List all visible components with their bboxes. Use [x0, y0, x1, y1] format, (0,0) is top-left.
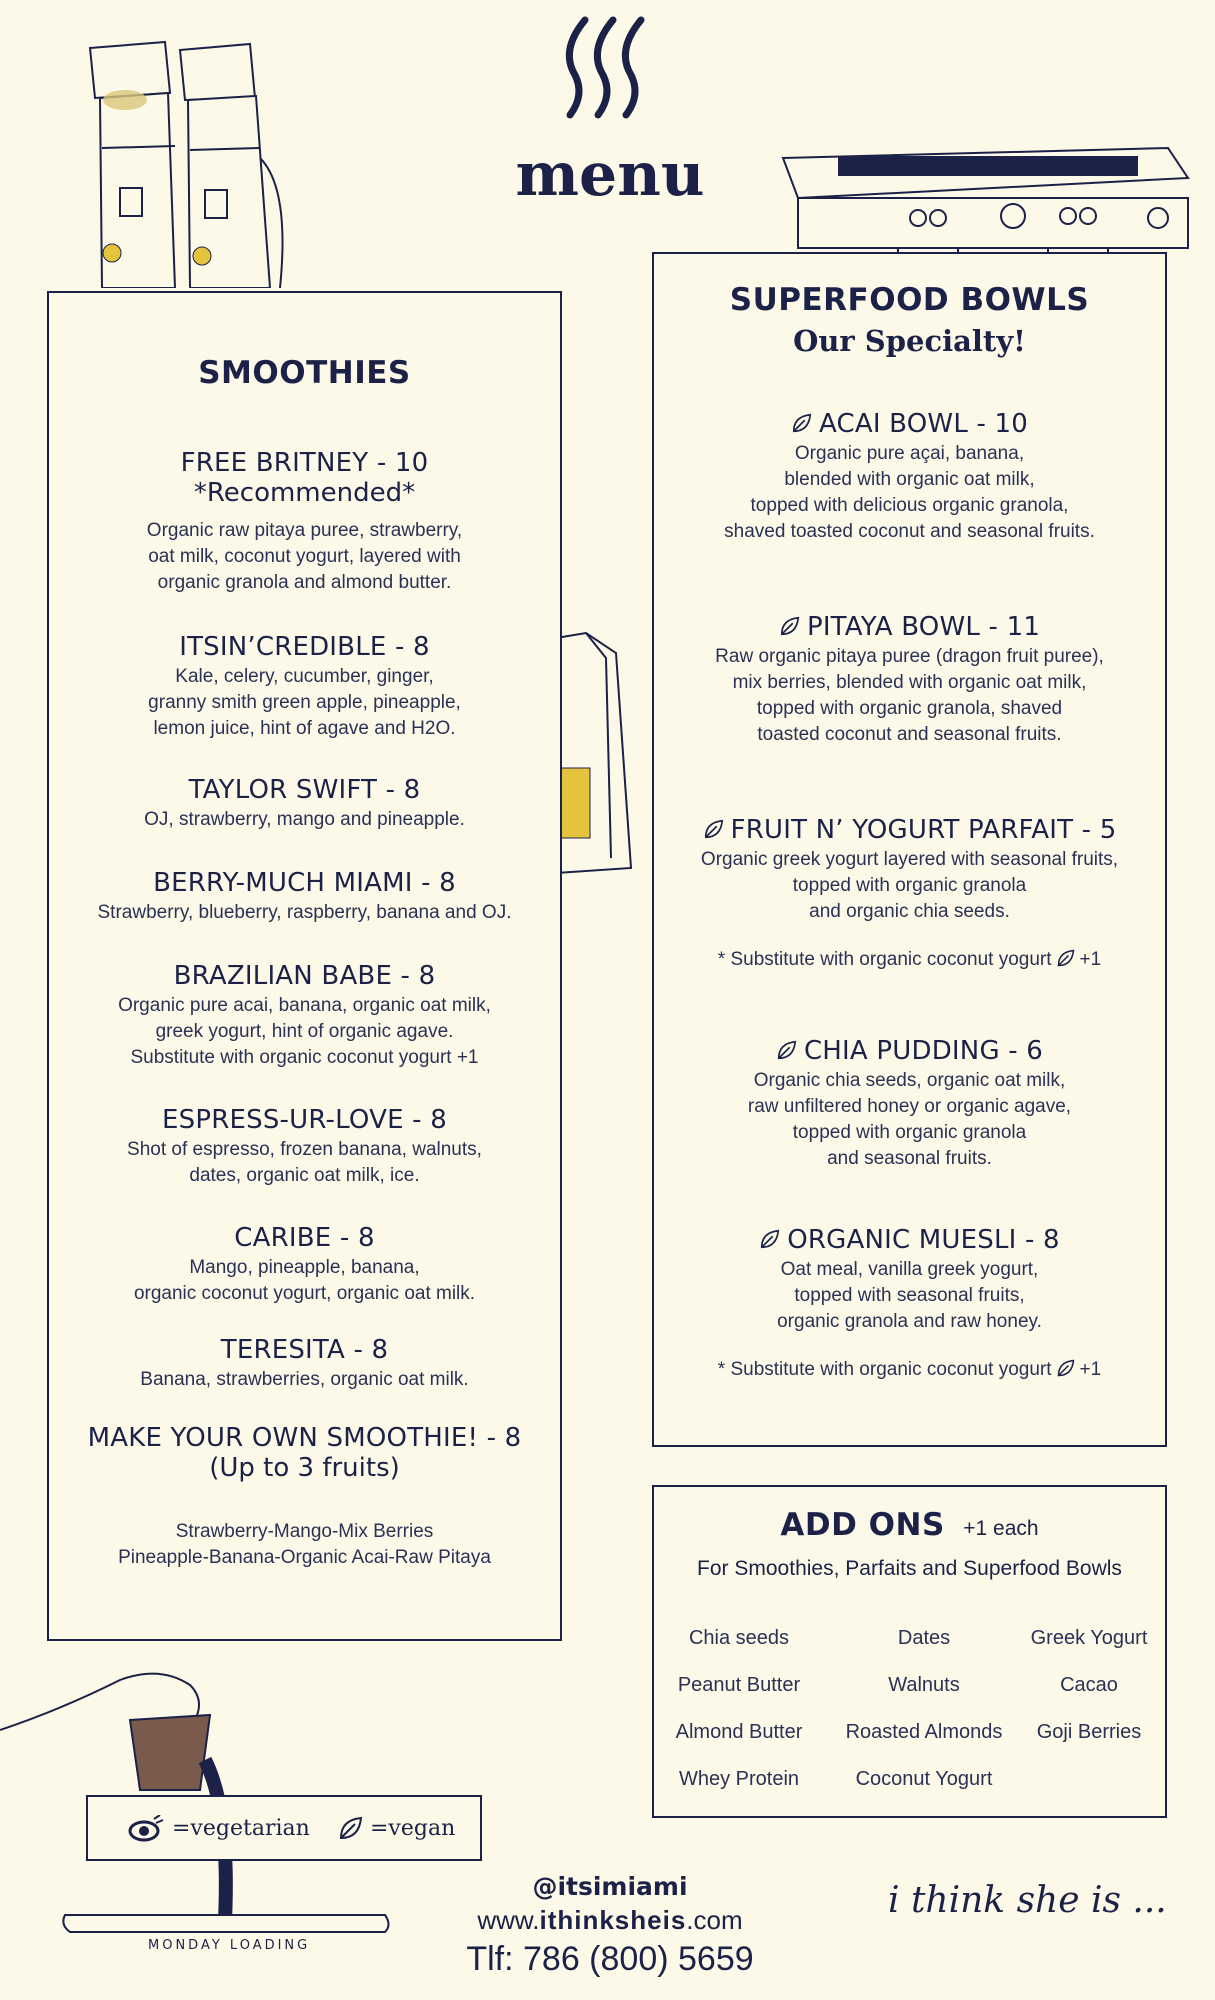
smoothie-desc-line: Pineapple-Banana-Organic Acai-Raw Pitaya [118, 1547, 491, 1568]
substitute-text: * Substitute with organic coconut yogurt [717, 1359, 1052, 1380]
bowl-desc-line: and seasonal fruits. [827, 1148, 992, 1169]
smoothie-name: BRAZILIAN BABE - 8 [173, 961, 436, 991]
smoothie-desc-line: lemon juice, hint of agave and H2O. [153, 718, 456, 739]
addons-panel [652, 1485, 1167, 1818]
bowl-desc-line: Oat meal, vanilla greek yogurt, [780, 1259, 1039, 1280]
bowl-desc-line: toasted coconut and seasonal fruits. [757, 724, 1062, 745]
smoothie-desc-line: dates, organic oat milk, ice. [189, 1165, 420, 1186]
bowl-name: CHIA PUDDING - 6 [803, 1036, 1044, 1066]
bowl-item [654, 1225, 1165, 1383]
website-suffix: .com [686, 1905, 743, 1935]
bowl-item [654, 409, 1165, 545]
website-link[interactable] [420, 1905, 800, 1936]
substitute-text: * Substitute with organic coconut yogurt [717, 949, 1052, 970]
addon-item: Greek Yogurt [1030, 1627, 1148, 1649]
substitute-price: +1 [1079, 949, 1102, 970]
smoothie-desc-line: Organic raw pitaya puree, strawberry, [146, 520, 463, 541]
addon-item: Walnuts [888, 1674, 960, 1696]
smoothie-name: CARIBE - 8 [234, 1223, 375, 1253]
smoothie-name: ITSIN’CREDIBLE - 8 [179, 632, 430, 662]
addons-price: +1 each [963, 1517, 1039, 1540]
coffee-grinders-illustration [80, 38, 310, 288]
smoothie-name: FREE BRITNEY - 10 [180, 448, 429, 478]
smoothie-desc-line: organic granola and almond butter. [157, 572, 452, 593]
smoothies-panel [47, 291, 562, 1641]
smoothie-desc-line: Kale, celery, cucumber, ginger, [175, 666, 434, 687]
bowl-desc-line: organic granola and raw honey. [777, 1311, 1042, 1332]
smoothie-item [49, 1105, 560, 1189]
phone-number[interactable]: Tlf: 786 (800) 5659 [466, 1940, 754, 1978]
bowl-item [654, 1036, 1165, 1172]
smoothie-name: TAYLOR SWIFT - 8 [188, 775, 421, 805]
bowls-title: SUPERFOOD BOWLS [729, 282, 1090, 318]
substitute-note [654, 947, 1165, 973]
bowl-desc-line: Organic chia seeds, organic oat milk, [753, 1070, 1066, 1091]
instagram-handle[interactable]: @itsimiami [532, 1872, 688, 1901]
bowl-item [654, 612, 1165, 748]
smoothie-desc-line: Organic pure acai, banana, organic oat milk, [118, 995, 491, 1016]
bowl-desc-line: shaved toasted coconut and seasonal fruits. [724, 521, 1095, 542]
smoothie-desc-line: organic coconut yogurt, organic oat milk. [133, 1283, 476, 1304]
bowl-desc-line: topped with organic granola [792, 1122, 1027, 1143]
smoothie-item [49, 632, 560, 742]
bowl-desc-line: and organic chia seeds. [809, 901, 1010, 922]
smoothie-name: TERESITA - 8 [220, 1335, 389, 1365]
smoothie-desc-line: OJ, strawberry, mango and pineapple. [144, 809, 465, 830]
smoothie-desc-line: granny smith green apple, pineapple, [148, 692, 461, 713]
website-domain: ithinksheis [539, 1905, 687, 1935]
page-title: menu [515, 140, 705, 210]
substitute-note [654, 1357, 1165, 1383]
smoothie-desc-line: Strawberry-Mango-Mix Berries [175, 1521, 434, 1542]
bowl-desc-line: topped with organic granola [792, 875, 1027, 896]
addon-item: Almond Butter [675, 1721, 803, 1743]
steam-icon [555, 15, 665, 120]
smoothie-name: ESPRESS-UR-LOVE - 8 [162, 1105, 447, 1135]
bowls-subtitle: Our Specialty! [793, 324, 1026, 358]
smoothies-title: SMOOTHIES [198, 355, 411, 391]
smoothie-desc-line: Substitute with organic coconut yogurt +1 [130, 1047, 479, 1068]
addon-item: Dates [897, 1627, 951, 1649]
signature: i think she is ... [888, 1880, 1167, 1921]
substitute-price: +1 [1079, 1359, 1102, 1380]
website-prefix: www. [477, 1905, 540, 1935]
addon-item: Whey Protein [678, 1768, 800, 1790]
bowl-desc-line: topped with delicious organic granola, [750, 495, 1069, 516]
smoothie-item [49, 961, 560, 1071]
bowl-desc-line: raw unfiltered honey or organic agave, [747, 1096, 1072, 1117]
smoothie-desc-line: greek yogurt, hint of organic agave. [155, 1021, 454, 1042]
bowl-desc-line: topped with organic granola, shaved [756, 698, 1063, 719]
brand-tag: MONDAY LOADING [148, 1938, 311, 1953]
smoothie-item [49, 1423, 560, 1571]
coffee-bag-illustration [556, 628, 636, 878]
bowl-name: FRUIT N’ YOGURT PARFAIT - 5 [730, 815, 1117, 845]
bowl-desc-line: Organic pure açai, banana, [794, 443, 1025, 464]
smoothie-item [49, 1335, 560, 1393]
bowl-name: PITAYA BOWL - 11 [806, 612, 1041, 642]
smoothie-desc-line: oat milk, coconut yogurt, layered with [148, 546, 461, 567]
addons-title: ADD ONS [780, 1507, 945, 1543]
bowls-panel [652, 252, 1167, 1447]
smoothie-subtitle: (Up to 3 fruits) [209, 1453, 400, 1483]
bowl-name: ACAI BOWL - 10 [818, 409, 1029, 439]
smoothie-desc-line: Shot of espresso, frozen banana, walnuts, [127, 1139, 482, 1160]
addon-item: Cacao [1060, 1674, 1118, 1696]
bowl-name: ORGANIC MUESLI - 8 [787, 1225, 1060, 1255]
smoothie-item [49, 448, 560, 596]
bowl-desc-line: Raw organic pitaya puree (dragon fruit puree), [715, 646, 1104, 667]
addon-item: Chia seeds [688, 1627, 790, 1649]
vegan-leaf-icon [338, 1815, 364, 1841]
addon-item: Roasted Almonds [845, 1721, 1003, 1743]
smoothie-desc-line: Strawberry, blueberry, raspberry, banana and OJ. [97, 902, 512, 923]
bowl-desc-line: mix berries, blended with organic oat milk, [732, 672, 1087, 693]
smoothie-desc-line: Banana, strawberries, organic oat milk. [140, 1369, 469, 1390]
bowl-desc-line: topped with seasonal fruits, [794, 1285, 1025, 1306]
smoothie-name: BERRY-MUCH MIAMI - 8 [153, 868, 456, 898]
legend-box [86, 1795, 482, 1861]
bowl-item [654, 815, 1165, 973]
vegetarian-label: =vegetarian [172, 1816, 310, 1841]
smoothie-item [49, 1223, 560, 1307]
bowl-desc-line: Organic greek yogurt layered with seasonal fruits, [700, 849, 1119, 870]
addon-item: Coconut Yogurt [855, 1768, 993, 1790]
addons-subtitle: For Smoothies, Parfaits and Superfood Bowls [697, 1557, 1122, 1580]
smoothie-name: MAKE YOUR OWN SMOOTHIE! - 8 [87, 1423, 522, 1453]
vegetarian-icon [128, 1815, 164, 1843]
addon-item: Peanut Butter [677, 1674, 801, 1696]
smoothie-desc-line [49, 1493, 560, 1519]
bowl-desc-line: blended with organic oat milk, [784, 469, 1035, 490]
addon-item: Goji Berries [1036, 1721, 1142, 1743]
vegan-label: =vegan [370, 1816, 456, 1841]
smoothie-item [49, 775, 560, 833]
smoothie-subtitle: *Recommended* [193, 478, 416, 508]
smoothie-item [49, 868, 560, 926]
smoothie-desc-line: Mango, pineapple, banana, [189, 1257, 420, 1278]
